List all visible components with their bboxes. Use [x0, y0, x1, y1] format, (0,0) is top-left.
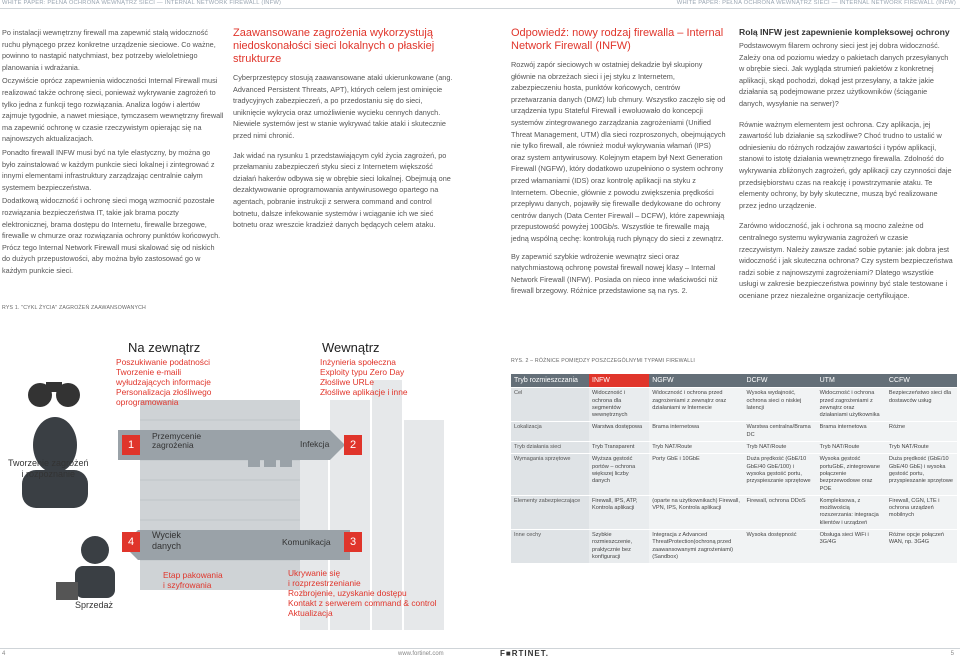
column-header: NGFW [649, 374, 743, 388]
outside-title: Na zewnątrz [128, 340, 201, 355]
table-cell: Różne opcje połączeń WAN, np. 3G4G [886, 530, 957, 564]
row-label: Cel [511, 388, 589, 422]
paragraph: Oczywiście oprócz zapewnienia widoczności Internal Firewall musi realizować także ochronę sieci, ponieważ wykrywanie zagrożeń to tylko jedna z funkcji tego rozwiązania. Analiza logów i alertów zajmuje tygodnie, a nawet miesiące, tymczasem wewnętrzny firewall ma zapewnić ochronę w czasie rzeczywistym opierając się na najnowszych aktualizacjach. [2, 76, 224, 144]
table-row [511, 422, 957, 442]
table-cell: Integracja z Advanced ThreatProtection(ochroną przed zaawansowanymi zagrożeniami) (Sandbox) [649, 530, 743, 564]
table-cell: Duża prędkość (GbE/10 GbE/40 GbE) i wysoka gęstość portu, przyspieszanie sprzętowe [886, 454, 957, 495]
paragraph: Po instalacji wewnętrzny firewall ma zapewnić stałą widoczność ruchu płynącego przez konkretne urządzenie sieciowe. Co ważne, powinno to nastąpić natychmiast, bez potrzeby wieloletniego planowania i wdrażania. [2, 28, 216, 72]
table-cell: Porty GbE i 10GbE [649, 454, 743, 495]
column-1 [2, 27, 224, 278]
table-cell: Różne [886, 422, 957, 442]
table-cell: Tryb NAT/Route [744, 442, 817, 454]
column-header: Tryb rozmieszczania [511, 374, 589, 388]
footer-rule [0, 648, 960, 649]
table-cell: Wysoka dostępność [744, 530, 817, 564]
outside-activities: Poszukiwanie podatności Tworzenie e-maili wyłudzających informacje Personalizacja złośliwego oprogramowania [116, 357, 212, 407]
table-row [511, 530, 957, 564]
table-cell: Widoczność i ochrona dla segmentów wewnętrznych [589, 388, 649, 422]
table-cell: (oparte na użytkownikach) Firewall, VPN, IPS, Kontrola aplikacji [649, 495, 743, 529]
paragraph: Cyberprzestępcy stosują zaawansowane ataki ukierunkowane (ang. Advanced Persistent Threats, APT), których celem jest ominięcie tradycyjnych zabezpieczeń, a po przedostaniu się do sieci, uniknięcie wykrycia oraz umożliwienie wycieku cennych danych. Niewiele systemów jest w stanie wykrywać takie ataki i skutecznie przed nimi chronić. [233, 73, 453, 140]
table-cell: Firewall, ochrona DDoS [744, 495, 817, 529]
table-row [511, 442, 957, 454]
step-4-label: Wyciek danych [152, 530, 182, 551]
step-2-label: Infekcja [300, 439, 330, 449]
table-cell: Firewall, CGN, LTE i ochrona urządzeń mobilnych [886, 495, 957, 529]
inside-title: Wewnątrz [322, 340, 380, 355]
step-2-badge: 2 [344, 435, 362, 455]
step-1-badge: 1 [122, 435, 140, 455]
step-3-badge: 3 [344, 532, 362, 552]
table-cell: Obsługa sieci WiFi i 3G/4G [817, 530, 886, 564]
footer-url[interactable]: www.fortinet.com [398, 651, 444, 657]
table-cell: Widoczność i ochrona przed zagrożeniami z zewnątrz oraz działaniami użytkownika [817, 388, 886, 422]
table-cell: Wysoka gęstość portuGbE, zintegrowane połączenie bezprzewodowe oraz POE [817, 454, 886, 495]
table-cell: Kompleksowa, z możliwością rozszerzania: integracja klientów i urządzeń [817, 495, 886, 529]
table-cell: Tryb Transparent [589, 442, 649, 454]
sale-label: Sprzedaż [75, 600, 114, 610]
firewall-comparison-table [511, 374, 957, 564]
threat-creation-label: Tworzenie zagrożeń i rozpoznanie [8, 458, 89, 479]
table-cell: Tryb NAT/Route [649, 442, 743, 454]
row-label: Lokalizacja [511, 422, 589, 442]
paragraph: Ponadto firewall INFW musi być na tyle elastyczny, by można go było zainstalować w każdym punkcie sieci lokalnej i zintegrować z innymi elementami infrastruktury zarządzając centralnie całym systemem bezpieczeństwa. [2, 147, 215, 192]
step-1-label: Przemycenie zagrożenia [152, 431, 202, 450]
paragraph: Równie ważnym elementem jest ochrona. Czy aplikacja, jej zawartość lub działanie są szkodliwe? Choć trudno to ustalić w odniesieniu do różnych rodzajów zawartości i typów aplikacji, stanowi to istotę działania wewnętrznego firewalla. Zdolność do wykrywania zbliżonych zagrożeń, gdy aplikacji czy czynności daje przedsiębiorstwu czas na reakcję i powstrzymanie ataku. Te elementy ochrony, by były skuteczne, muszą być realizowane przez jedno urządzenie. [739, 119, 952, 210]
step-4-badge: 4 [122, 532, 140, 552]
fortinet-logo: F■RTINET. [500, 649, 549, 658]
table-cell: Tryb NAT/Route [886, 442, 957, 454]
table-cell: Tryb NAT/Route [817, 442, 886, 454]
row-label: Inne cechy [511, 530, 589, 564]
figure-1-caption: RYS 1. "CYKL ŻYCIA" ZAGROŻEŃ ZAAWANSOWANYCH [2, 305, 147, 311]
threat-icons [248, 458, 292, 467]
table-cell: Szybkie rozmieszczenie, praktycznie bez konfiguracji [589, 530, 649, 564]
column-3 [511, 27, 726, 299]
figure-2-caption: RYS. 2 – RÓŻNICE POMIĘDZY POSZCZEGÓLNYMI TYPAMI FIREWALLI [511, 358, 696, 364]
table-cell: Warstwa dostępowa [589, 422, 649, 442]
header-rule [0, 8, 960, 9]
section-title: Zaawansowane zagrożenia wykorzystują niedoskonałości sieci lokalnych o płaskiej strukturze [233, 27, 435, 65]
paragraph: Dodatkową widoczność i ochronę sieci mogą wzmocnić pozostałe rozwiązania bezpieczeństwa IT, takie jak brama poczty elektronicznej, brama dostępu do Internetu, firewalle brzegowe, firewalle w chmurze oraz rozwiązania ochrony punktów końcowych. Prócz tego Internal Network Firewall musi skalować się od niskich do dużych przepustowości, aby można było zastosować go w każdym punkcie sieci. [2, 196, 221, 275]
packaging-label: Etap pakowania i szyfrowania [163, 570, 223, 590]
row-label: Elementy zabezpieczające [511, 495, 589, 529]
section-title: Rolą INFW jest zapewnienie kompleksowej ochrony [739, 27, 950, 37]
page-number-left: 4 [2, 651, 6, 657]
column-4 [739, 27, 954, 303]
spread-label: Ukrywanie się i rozprzestrzenianie Rozbrojenie, uzyskanie dostępu Kontakt z serwerem command & control Aktualizacja [288, 568, 437, 618]
table-cell: Bezpieczeństwo sieci dla dostawców usług [886, 388, 957, 422]
paragraph: Zarówno widoczność, jak i ochrona są mocno zależne od centralnego systemu wykrywania zagrożeń w czasie rzeczywistym. Należy zawsze zadać sobie pytanie: jak dobra jest widoczność i jak skuteczna ochrona? Czy system bezpieczeństwa radzi sobie z najnowszymi zagrożeniami? Dlatego wszystkie usługi w zakresie bezpieczeństwa powinny być stale testowane i oceniane przez niezależne organizacje certyfikujące. [739, 221, 953, 300]
column-header: INFW [589, 374, 649, 388]
table-cell: Wyższa gęstość portów – ochrona większej liczby danych [589, 454, 649, 495]
table-cell: Widoczność i ochrona przed zagrożeniami z zewnątrz oraz działaniami w Internecie [649, 388, 743, 422]
table-cell: Brama internetowa [649, 422, 743, 442]
table-row [511, 495, 957, 529]
binoculars-icon [28, 382, 80, 407]
table-header-row [511, 374, 957, 388]
page-number-right: 5 [950, 651, 954, 657]
column-header: CCFW [886, 374, 957, 388]
section-title: Odpowiedź: nowy rodzaj firewalla – Internal Network Firewall (INFW) [511, 27, 724, 52]
table-row [511, 388, 957, 422]
row-label: Wymagania sprzętowe [511, 454, 589, 495]
table-row [511, 454, 957, 495]
seller-icon [56, 536, 115, 600]
threat-lifecycle-diagram [0, 320, 500, 648]
column-header: DCFW [744, 374, 817, 388]
step-3-label: Komunikacja [282, 537, 331, 547]
inside-activities: Inżynieria społeczna Exploity typu Zero Day Złośliwe URLe Złośliwe aplikacje i inne [320, 357, 408, 397]
row-label: Tryb działania sieci [511, 442, 589, 454]
column-2 [233, 27, 455, 233]
paragraph: Jak widać na rysunku 1 przedstawiającym cykl życia zagrożeń, po przełamaniu zabezpieczeń styku sieci z Internetem większość działań hakerów odbywa się w obrębie sieci lokalnej. Obejmują one dezaktywowanie oprogramowania antywirusowego opartego na agentach, pobranie instrukcji z serwera command and control botnetu, dalsze infekowanie systemów i wciąganie ich we sieć botnetu oraz wreszcie kradzież danych będących celem ataku. [233, 150, 451, 230]
table-cell: Warstwa centralna/Brama DC [744, 422, 817, 442]
paragraph: By zapewnić szybkie wdrożenie wewnątrz sieci oraz natychmiastową ochronę powstał firewall nowej klasy – Internal Network Firewall (INFW). Posiada on nieco inne właściwości niż firewall brzegowy. Różnice przedstawione są na rys. 2. [511, 251, 718, 296]
column-header: UTM [817, 374, 886, 388]
paragraph: Rozwój zapór sieciowych w ostatniej dekadzie był skupiony głównie na obrzeżach sieci i jej styku z Internetem, zabezpieczeniu hosta, punktów końcowych, centrów przetwarzania danych (DMZ) lub chmury. Wszystko zaczęło się od urządzenia typu Stateful Firewall i ewoluowało do koncepcji systemów zintegrowanego zarządzania zagrożeniami (Unified Threat Management, UTM) dla sieci rozproszonych, obejmujących nie tylko firewall, ale również moduł wykrywania włamań (IPS) oraz system antywirusowy. Kolejnym etapem był Next Generation Firewall (NGFW), który dodatkowo uzupełniono o system ochrony przed włamaniami (IDS) oraz kontrolę aplikacji na styku z Internetem. Obecnie, głównie z powodu zwiększenia prędkości przepływu danych, pojawiły się firewalle dedykowane do ochrony centrów danych (Data Center Firewall – DCFW), które zapewniają przepustowość powyżej 100Gb/s. Wszystkie te firewalle mają jedną wspólną cechę: kontrolują ruch płynący do sieci z zewnątrz. [511, 60, 726, 243]
header-left: WHITE PAPER: PEŁNA OCHRONA WEWNĄTRZ SIECI — INTERNAL NETWORK FIREWALL (INFW) [2, 0, 282, 6]
table-cell: Wysoka wydajność, ochrona sieci o niskiej latencji [744, 388, 817, 422]
table-cell: Duża prędkość (GbE/10 GbE/40 GbE/100) i wysoka gęstość portu, przyspieszanie sprzętowe [744, 454, 817, 495]
table-cell: Firewall, IPS, ATP, Kontrola aplikacji [589, 495, 649, 529]
paragraph: Podstawowym filarem ochrony sieci jest jej dobra widoczność. Zależy ona od poziomu wiedzy o pakietach danych przesyłanych w obrębie sieci. Jak wygląda strumień pakietów z konkretnej aplikacji, skąd pochodzi, dokąd jest przesyłany, a także jakie działania są podejmowane przez użytkowników (ściąganie danych, wysyłanie na serwer)? [739, 41, 949, 108]
firewall-wall-icon [140, 400, 300, 590]
header-right: WHITE PAPER: PEŁNA OCHRONA WEWNĄTRZ SIECI — INTERNAL NETWORK FIREWALL (INFW) [676, 0, 956, 6]
table-cell: Brama internetowa [817, 422, 886, 442]
